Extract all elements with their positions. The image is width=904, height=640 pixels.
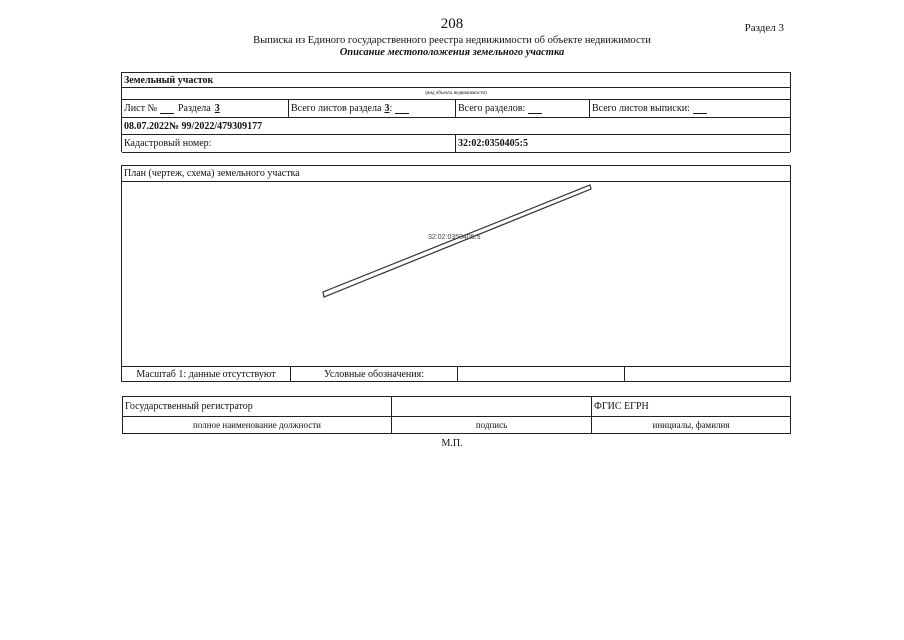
section-label: Раздел 3 [744, 22, 784, 34]
section-word: Раздела [177, 103, 211, 114]
total-sections-blank [528, 104, 542, 114]
registrar-label: Государственный регистратор [125, 401, 253, 412]
signature-caption-row [123, 417, 790, 433]
section-number: 3 [214, 103, 220, 114]
plan-footer-row [122, 366, 790, 381]
plan-drawing-area [122, 182, 790, 366]
total-extract-sheets-cell [589, 100, 790, 117]
total-section-sheets-value: 3 [384, 103, 390, 114]
legend-empty-cell-2 [624, 367, 790, 381]
sheet-info-row [122, 100, 790, 118]
sheet-label: Лист № [124, 103, 157, 114]
stamp-label: М.П. [441, 438, 463, 449]
parcel-label: 32:02:0350405:5 [428, 234, 481, 241]
plan-heading-row [122, 166, 790, 182]
plan-table [121, 165, 791, 382]
document-subtitle: Описание местоположения земельного участка [339, 47, 565, 58]
cadastral-row [122, 135, 790, 153]
document-title: Выписка из Единого государственного реестра недвижимости об объекте недвижимости [253, 35, 651, 46]
total-section-sheets-label: Всего листов раздела [291, 103, 382, 114]
object-type: Земельный участок [124, 74, 214, 86]
signature-row [123, 397, 790, 417]
sheet-number-cell [122, 100, 288, 117]
system-label: ФГИС ЕГРН [591, 397, 790, 416]
signature-table [122, 396, 791, 434]
total-sections-label: Всего разделов: [458, 103, 526, 114]
total-section-sheets-cell: Всего листов раздела 3 : [288, 100, 455, 117]
parcel-plan-drawing [122, 182, 790, 366]
total-extract-sheets-label: Всего листов выписки: [592, 103, 690, 114]
position-caption: полное наименование должности [193, 420, 321, 430]
object-type-caption: (вид объекта недвижимости) [425, 91, 487, 96]
total-section-sheets-blank [395, 104, 409, 114]
scale-label: Масштаб 1: данные отсутствуют [136, 368, 276, 380]
total-sections-cell [455, 100, 589, 117]
signature-caption: подпись [391, 417, 591, 433]
legend-empty-cell-1 [457, 367, 624, 381]
cadastral-label: Кадастровый номер: [124, 138, 212, 149]
object-type-caption-row [122, 88, 790, 100]
date-number: 08.07.2022№ 99/2022/479309177 [124, 120, 263, 132]
sheet-number-blank [160, 104, 174, 114]
header-table [121, 72, 791, 152]
cadastral-value: 32:02:0350405:5 [455, 135, 790, 152]
name-caption: инициалы, фамилия [591, 417, 790, 433]
plan-heading: План (чертеж, схема) земельного участка [124, 168, 300, 179]
date-number-row [122, 118, 790, 135]
parcel-polygon [323, 185, 591, 297]
legend-label: Условные обозначения: [290, 367, 457, 381]
page-number: 208 [440, 16, 464, 32]
total-extract-sheets-blank [693, 104, 707, 114]
signature-empty-cell [391, 397, 591, 416]
object-type-row [122, 73, 790, 88]
